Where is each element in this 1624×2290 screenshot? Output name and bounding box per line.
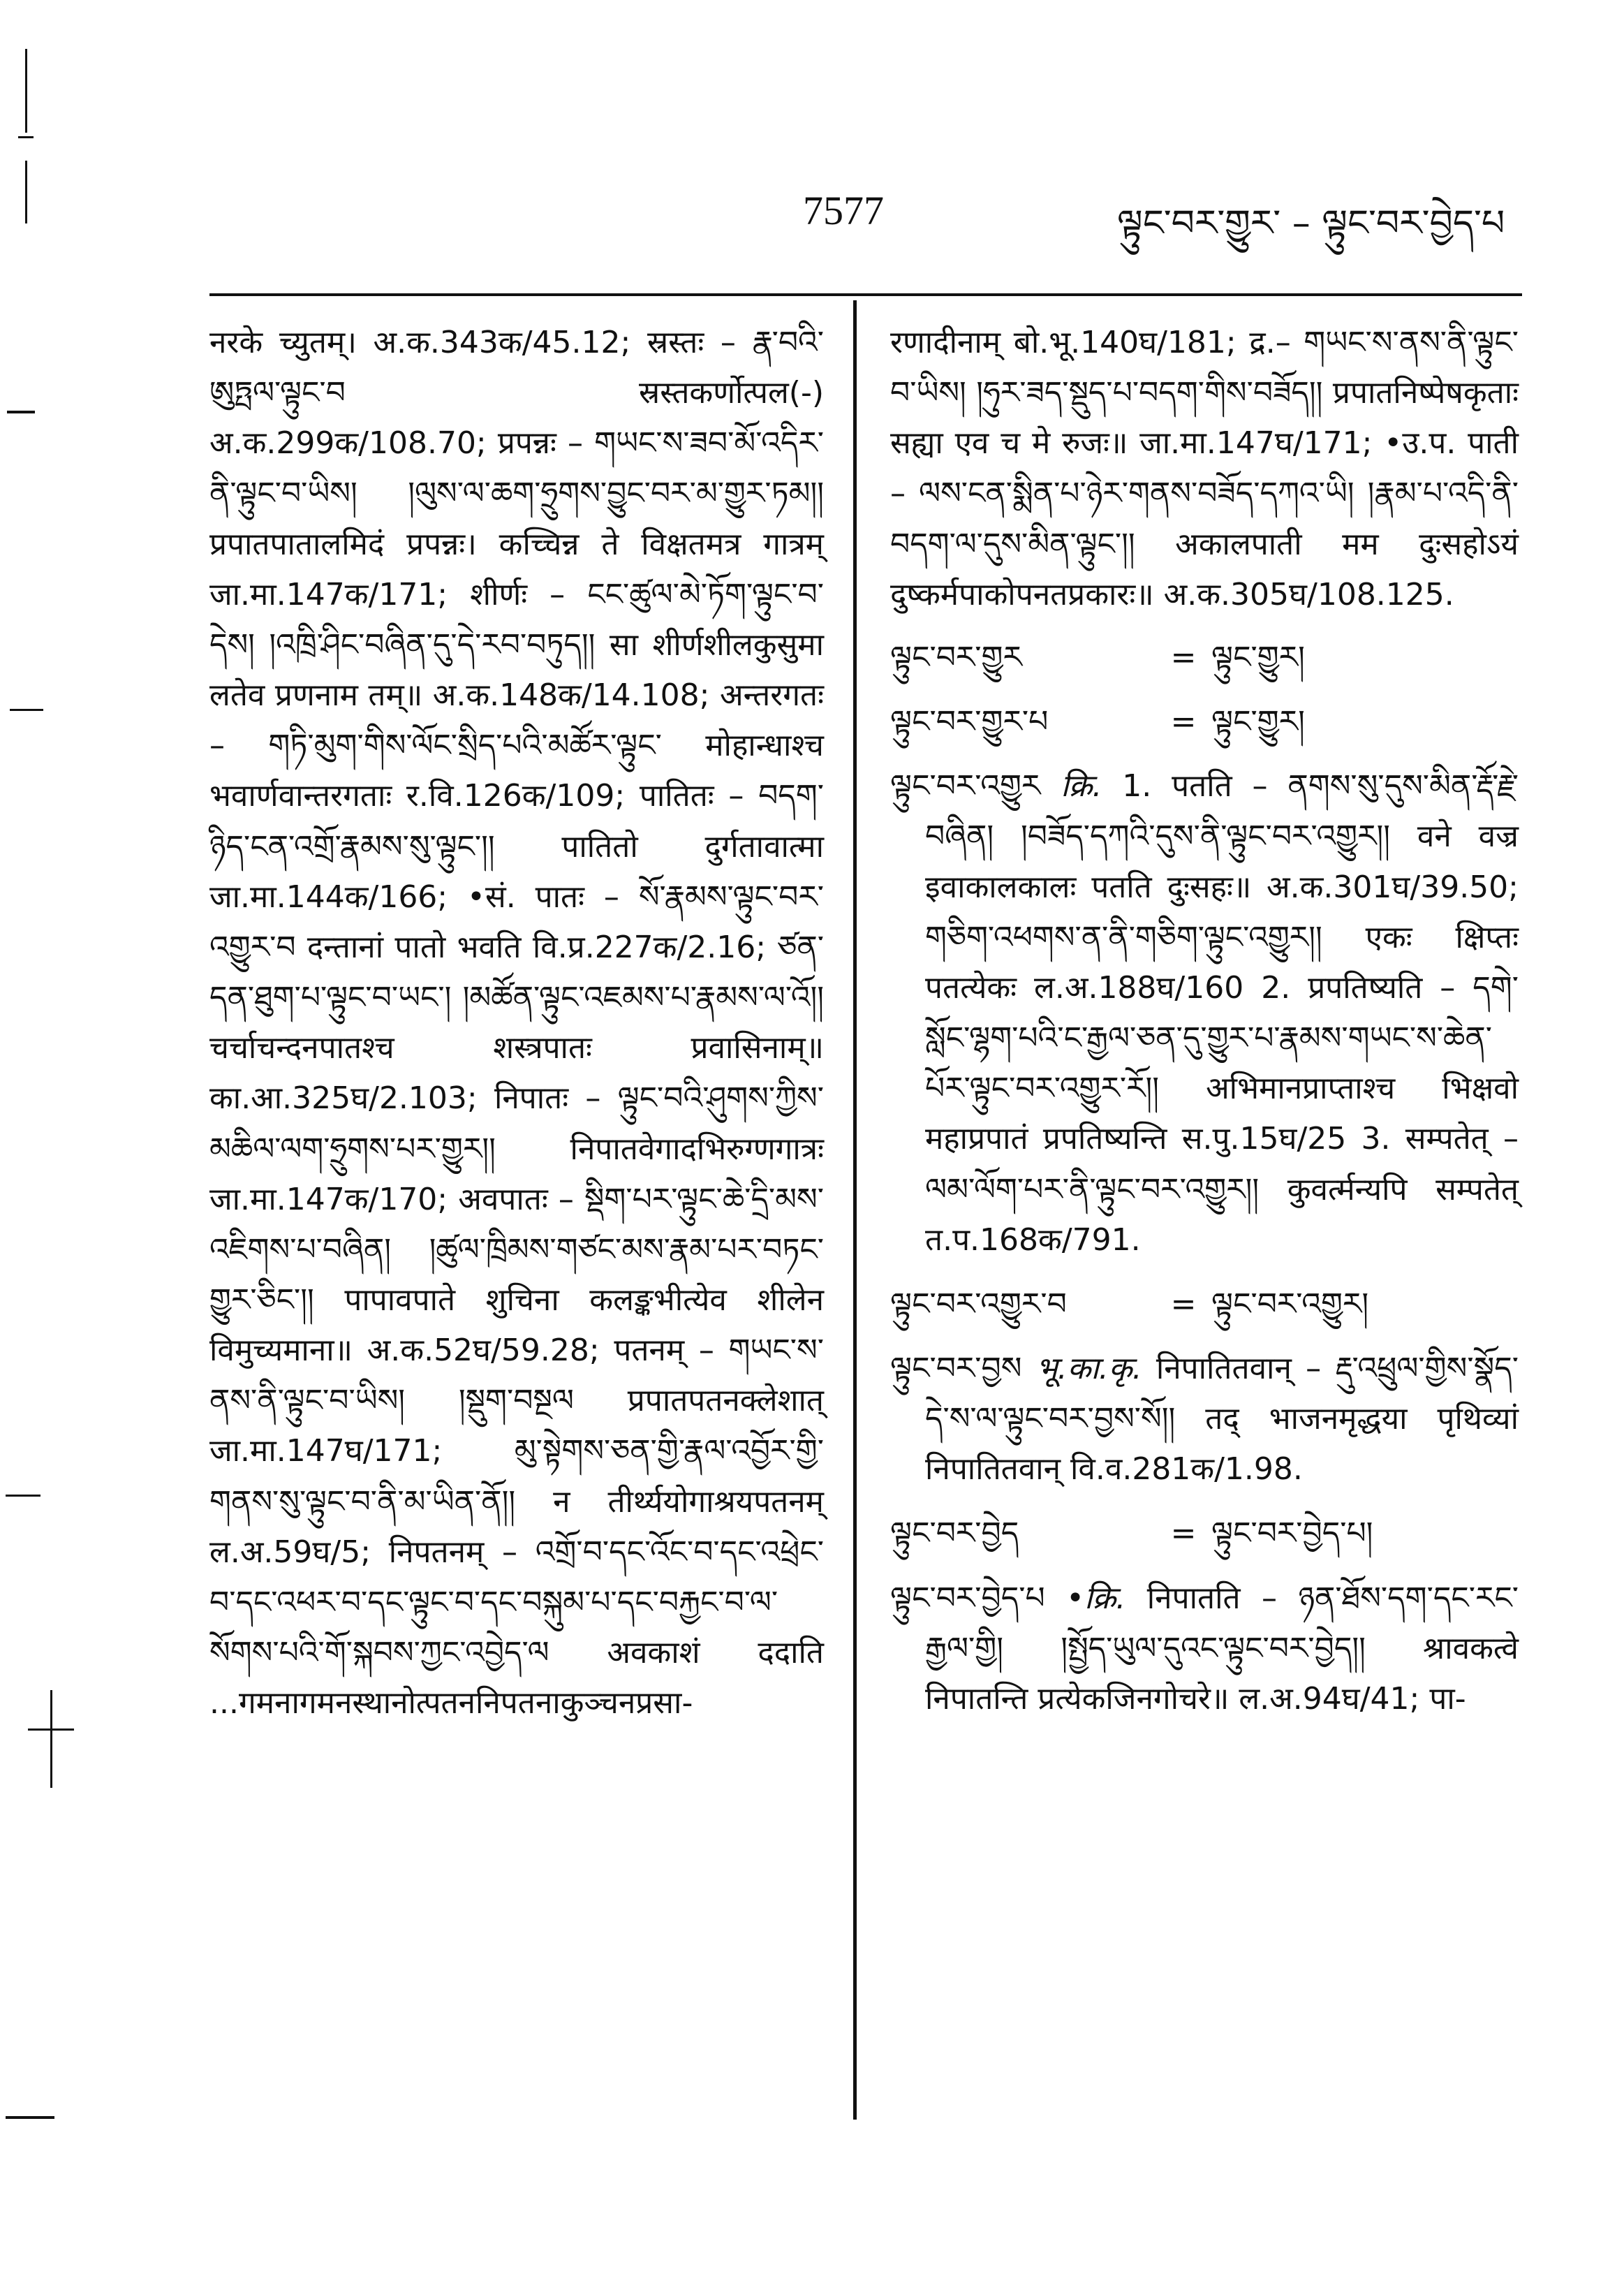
grammar-abbreviation: भू.का.कृ. [1035, 1350, 1142, 1386]
target-word: ལྟུང་གྱུར། [1211, 704, 1305, 740]
equals-sign: = [1170, 639, 1197, 675]
equals-sign: = [1170, 704, 1197, 740]
margin-mark [18, 136, 34, 138]
left-column [209, 318, 824, 1741]
headword: ལྟུང་བར་གྱུར་པ [890, 704, 1049, 740]
page-number: 7577 [803, 188, 884, 233]
grammar-abbreviation: क्रि. [1061, 768, 1102, 805]
headword: ལྟུང་བར་འགྱུར་བ [890, 1286, 1067, 1322]
cross-reference [890, 633, 1519, 683]
grammar-abbreviation: •क्रि. [1066, 1580, 1126, 1616]
margin-mark [7, 411, 35, 413]
cross-reference [890, 1279, 1519, 1330]
margin-mark [6, 1495, 40, 1497]
target-word: ལྟུང་བར་བྱེད་པ། [1211, 1515, 1373, 1552]
header-rule [209, 293, 1522, 296]
target-word: ལྟུང་བར་འགྱུར། [1211, 1286, 1369, 1322]
dictionary-entry [890, 1344, 1519, 1495]
cross-reference [890, 1509, 1519, 1559]
margin-mark [25, 161, 27, 223]
margin-mark [28, 1728, 74, 1731]
entry-body: 1. पतति – ནགས་སུ་དུས་མིན་རྡོ་རྗེ་བཞིན། །བཟོད་དཀའི་དུས་ནི་ལྟུང་བར་འགྱུར།། वने वज्र इवाकालकालः पतति दुःसहः॥ अ.क.301घ/39.50; གཅིག་འཕགས་ན་ནི་གཅིག་ལྟུང་འགྱུར།། एकः क्षिप्तः पतत्येकः ल.अ.188घ/160 2. प्रपतिष्यति – དགེ་སློང་ལྷག་པའི་ང་རྒྱལ་ཅན་དུ་གྱུར་པ་རྣམས་གཡང་ས་ཆེན་པོར་ལྟུང་བར་འགྱུར་རོ།། अभिमानप्राप्ताश्च भिक्षवो महाप्रपातं प्रपतिष्यन्ति स.पु.15घ/25 3. सम्पतेत् – ལམ་ལོག་པར་ནི་ལྟུང་བར་འགྱུར།། कुवर्त्मन्यपि सम्पतेत् त.प.168क/791. [925, 768, 1519, 1258]
margin-mark [10, 709, 43, 711]
equals-sign: = [1170, 1515, 1197, 1552]
target-word: ལྟུང་གྱུར། [1211, 639, 1305, 675]
headword: ལྟུང་བར་གྱུར [890, 639, 1022, 675]
entry-body: निपातितवान् – རྡུ་འཕྲུལ་གྱིས་སྣོད་དེ་ས་ལ་ལྟུང་བར་བྱས་སོ།། तद् भाजनमृद्धया पृथिव्यां निपातितवान् वि.व.281क/1.98. [925, 1350, 1519, 1488]
equals-sign: = [1170, 1286, 1197, 1322]
margin-mark [6, 2116, 54, 2119]
headword: ལྟུང་བར་བྱེད་པ [890, 1580, 1045, 1616]
margin-mark [25, 49, 27, 133]
headword: ལྟུང་བར་བྱེད [890, 1515, 1019, 1552]
dictionary-entry [890, 761, 1519, 1265]
right-column [890, 318, 1519, 1738]
dictionary-entry [890, 1573, 1519, 1724]
entry-body: निपातति – ཉན་ཐོས་དག་དང་རང་རྒྱལ་གྱི། །སྤྱོད་ཡུལ་དུའང་ལྟུང་བར་བྱེད།། श्रावकत्वे निपातन्ति प्रत्येकजिनगोचरे॥ ल.अ.94घ/41; पा- [925, 1580, 1519, 1717]
headword: ལྟུང་བར་བྱས [890, 1350, 1022, 1386]
running-head: ལྟུང་བར་གྱུར་ – ལྟུང་བར་བྱེད་པ [1117, 203, 1505, 244]
entry-text: नरके च्युतम्। अ.क.343क/45.12; स्रस्तः – རྣ་བའི་ཨུཏྤལ་ལྟུང་བ स्रस्तकर्णोत्पल(-) अ.क.299क/108.70; प्रपन्नः – གཡང་ས་ཟབ་མོ་འདིར་ནི་ལྟུང་བ་ཡིས། །ལུས་ལ་ཆག་ཧྲུགས་བྱུང་བར་མ་གྱུར་ཏམ།། प्रपातपातालमिदं प्रपन्नः। कच्चिन्न ते विक्षतमत्र गात्रम् जा.मा.147क/171; शीर्णः – ངང་ཚུལ་མེ་ཏོག་ལྟུང་བ་དེས། །འཁྲི་ཤིང་བཞིན་དུ་དེ་རབ་བཏུད།། सा शीर्णशीलकुसुमा लतेव प्रणनाम तम्॥ अ.क.148क/14.108; अन्तरगतः – གཏི་མུག་གིས་ལོང་སྲིད་པའི་མཚོར་ལྟུང་ मोहान्धाश्च भवार्णवान्तरगताः र.वि.126क/109; पातितः – བདག་ཉིད་ངན་འགྲོ་རྣམས་སུ་ལྟུང་།། पातितो दुर्गतावात्मा जा.मा.144क/166; •सं. पातः – སོ་རྣམས་ལྟུང་བར་འགྱུར་བ दन्तानां पातो भवति वि.प्र.227क/2.16; ཙན་དན་ཐུག་པ་ལྟུང་བ་ཡང་། །མཚོན་ལྟུང་འཇམས་པ་རྣམས་ལ་འོ།། चर्चाचन्दनपातश्च शस्त्रपातः प्रवासिनाम्॥ का.आ.325घ/2.103; निपातः – ལྟུང་བའི་ཤུགས་ཀྱིས་མཆིལ་ལག་ཧྲུགས་པར་གྱུར།། निपातवेगादभिरुग्णगात्रः जा.मा.147क/170; अवपातः – སྡིག་པར་ལྟུང་ཆེ་དྲི་མས་འཇིགས་པ་བཞིན། །ཚུལ་ཁྲིམས་གཙང་མས་རྣམ་པར་བཏང་གྱུར་ཅིང་།། पापावपाते शुचिना कलङ्कभीत्येव शीलेन विमुच्यमाना॥ अ.क.52घ/59.28; पतनम् – གཡང་ས་ནས་ནི་ལྟུང་བ་ཡིས། །སྡུག་བསྔལ प्रपातपतनक्लेशात् जा.मा.147घ/171; མུ་སྟེགས་ཅན་གྱི་རྣལ་འབྱོར་གྱི་གནས་སུ་ལྟུང་བ་ནི་མ་ཡིན་ནོ།། न तीर्थ्ययोगाश्रयपतनम् ल.अ.59घ/5; निपतनम् – འགྲོ་བ་དང་འོང་བ་དང་འཕྲེང་བ་དང་འཕར་བ་དང་ལྟུང་བ་དང་བསྐུམ་པ་དང་བརྐྱང་བ་ལ་སོགས་པའི་གོ་སྐབས་ཀྱང་འབྱེད་ལ अवकाशं ददाति ...गमनागमनस्थानोत्पतननिपतनाकुञ्चनप्रसा- [209, 325, 824, 1722]
cross-reference [890, 697, 1519, 747]
entry-continuation: रणादीनाम् बो.भू.140घ/181; द्र.– གཡང་ས་ནས་ནི་ལྟུང་བ་ཡིས། །ཧུར་ཟད་སྡུད་པ་བདག་གིས་བཟོད།། प्रपातनिष्पेषकृताः सह्या एव च मे रुजः॥ जा.मा.147घ/171; •उ.प. पाती – ལས་ངན་སྨིན་པ་ཉེར་གནས་བཟོད་དཀའ་ཡི། །རྣམ་པ་འདི་ནི་བདག་ལ་དུས་མིན་ལྟུང་།། अकालपाती मम दुःसहोऽयं दुष्कर्मपाकोपनतप्रकारः॥ अ.क.305घ/108.125. [890, 325, 1519, 612]
headword: ལྟུང་བར་འགྱུར [890, 768, 1041, 805]
column-rule [853, 300, 857, 2120]
margin-mark [50, 1690, 52, 1788]
